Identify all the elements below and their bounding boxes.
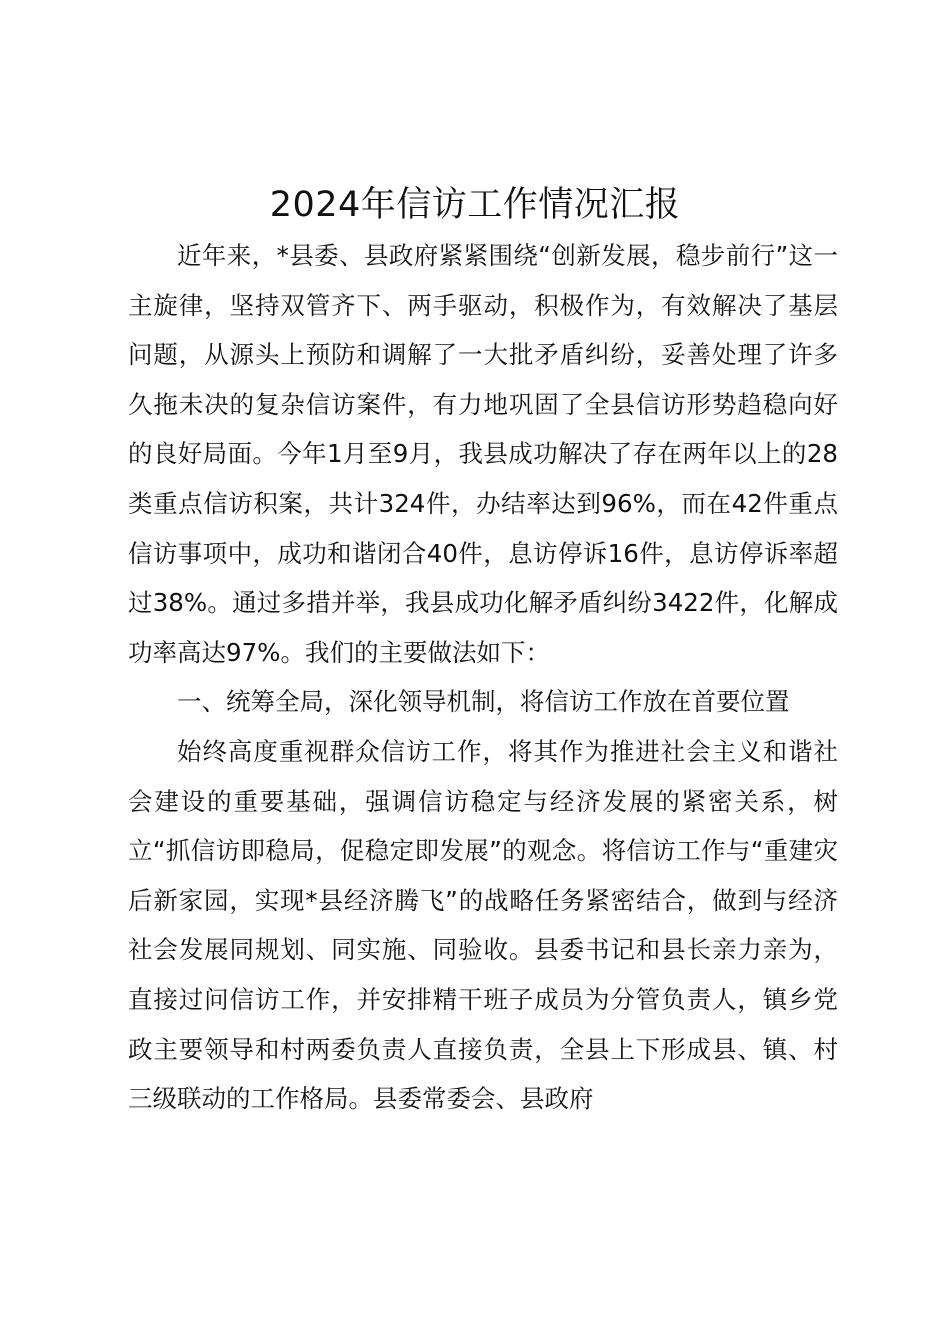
document-title: 2024年信访工作情况汇报 bbox=[269, 185, 681, 225]
document-body bbox=[128, 231, 838, 1124]
section-heading: 一、统筹全局，深化领导机制，将信访工作放在首要位置 bbox=[177, 687, 790, 717]
intro-paragraph: 近年来，*县委、县政府紧紧围绕“创新发展，稳步前行”这一主旋律，坚持双管齐下、两手驱动，积极作为，有效解决了基层问题，从源头上预防和调解了一大批矛盾纠纷，妥善处理了许多久拖未决的复杂信访案件，有力地巩固了全县信访形势趋稳向好的良好局面。今年1月至9月，我县成功解决了存在两年以上的28类重点信访积案，共计324件，办结率达到96%，而在42件重点信访事项中，成功和谐闭合40件，息访停诉16件，息访停诉率超过38%。通过多措并举，我县成功化解矛盾纠纷3422件，化解成功率高达97%。我们的主要做法如下： bbox=[128, 241, 838, 667]
section-paragraph: 始终高度重视群众信访工作，将其作为推进社会主义和谐社会建设的重要基础，强调信访稳定与经济发展的紧密关系，树立“抓信访即稳局，促稳定即发展”的观念。将信访工作与“重建灾后新家园，实现*县经济腾飞”的战略任务紧密结合，做到与经济社会发展同规划、同实施、同验收。县委书记和县长亲力亲为，直接过问信访工作，并安排精干班子成员为分管负责人，镇乡党政主要领导和村两委负责人直接负责，全县上下形成县、镇、村三级联动的工作格局。县委常委会、县政府 bbox=[128, 736, 838, 1114]
